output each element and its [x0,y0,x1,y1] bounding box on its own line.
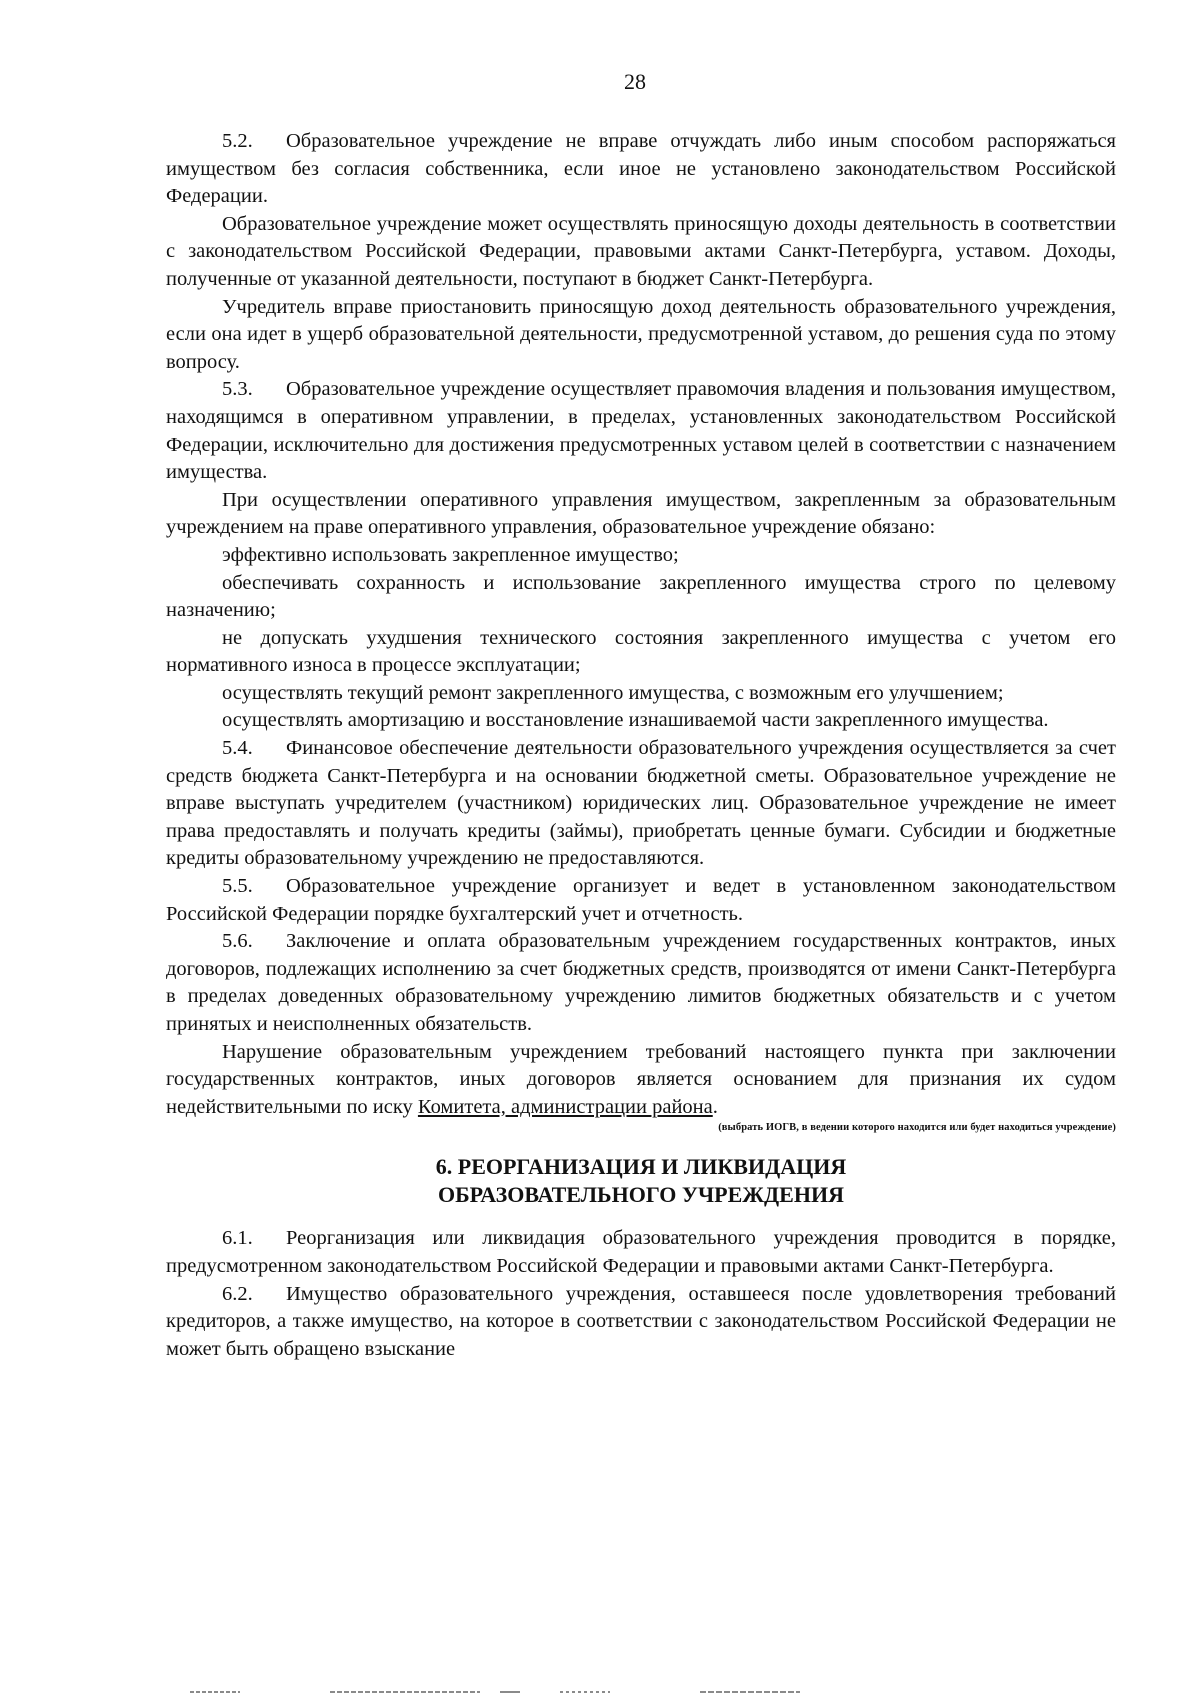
paragraph-text: осуществлять текущий ремонт закрепленного имущества, с возможным его улучшением; [222,681,1004,704]
clause-number: 5.4. [222,737,253,760]
clause-number: 5.2. [222,130,253,152]
paragraph-income-activity [166,211,1116,294]
paragraph-text: Образовательное учреждение может осуществлять приносящую доходы деятельность в соответствии с законодательством Российской Федерации, правовыми актами Санкт-Петербурга, уставом. Доходы, полученные от указанной деятельности, поступают в бюджет Санкт-Петербурга. [166,212,1116,290]
underlined-authority: Комитета, администрации района [417,1095,713,1118]
paragraph-6-1 [166,1225,1116,1280]
paragraph-text: Образовательное учреждение осуществляет правомочия владения и пользования имуществом, находящимся в оперативном управлении, в пределах, установленных законодательством Российской Федерации, исключительно для достижения предусмотренных уставом целей в соответствии с назначением имущества. [166,378,1116,484]
clause-number: 5.3. [222,378,253,401]
section-heading-line-1: 6. РЕОРГАНИЗАЦИЯ И ЛИКВИДАЦИЯ [435,1154,847,1180]
paragraph-text: Имущество образовательного учреждения, оставшееся после удовлетворения требований кредиторов, а также имущество, на которое в соответствии с законодательством Российской Федерации не может быть обращено взыскание [166,1282,1116,1360]
page-number: 28 [624,69,646,94]
paragraph-text: При осуществлении оперативного управления имуществом, закрепленным за образовательным учреждением на праве оперативного управления, образовательное учреждение обязано: [166,488,1116,539]
list-item-current-repair [166,680,1116,708]
paragraph-operational-management [166,487,1116,542]
list-item-depreciation [166,707,1116,735]
list-item-use-effectively [166,542,1116,570]
footnote-choose-authority: (выбрать ИОГВ, в ведении которого находится или будет находиться учреждение) [718,1122,1116,1134]
paragraph-text: Нарушение образовательным учреждением требований настоящего пункта при заключении государственных контрактов, иных договоров является основанием для признания их судом недействительными по иску [166,1040,1116,1118]
list-item-no-deterioration [166,625,1116,680]
paragraph-text: осуществлять амортизацию и восстановление изнашиваемой части закрепленного имущества. [222,709,1049,732]
paragraph-text: не допускать ухудшения технического состояния закрепленного имущества с учетом его нормативного износа в процессе эксплуатации; [166,626,1116,677]
paragraph-text: Реорганизация или ликвидация образовательного учреждения проводится в порядке, предусмотренном законодательством Российской Федерации и правовыми актами Санкт-Петербурга. [166,1227,1116,1277]
paragraph-5-5 [166,873,1116,928]
section-heading-line-2: ОБРАЗОВАТЕЛЬНОГО УЧРЕЖДЕНИЯ [438,1182,844,1208]
paragraph-end: . [712,1095,718,1118]
clause-number: 6.2. [222,1282,253,1305]
paragraph-text: Образовательное учреждение организует и ведет в установленном законодательством Российской Федерации порядке бухгалтерский учет и отчетность. [166,875,1116,925]
paragraph-5-6 [166,928,1116,1038]
paragraph-text: обеспечивать сохранность и использование закрепленного имущества строго по целевому назначению; [166,571,1116,622]
paragraph-5-2 [166,128,1116,211]
clause-number: 5.5. [222,875,253,898]
paragraph-founder-suspend [166,294,1116,377]
paragraph-violation [166,1039,1116,1122]
paragraph-text: Заключение и оплата образовательным учреждением государственных контрактов, иных договоров, подлежащих исполнению за счет бюджетных средств, производятся от имени Санкт-Петербурга в пределах доведенных образовательному учреждению лимитов бюджетных обязательств и с учетом принятых и неисполненных обязательств. [166,930,1116,1035]
paragraph-text: эффективно использовать закрепленное имущество; [222,543,679,566]
document-body [166,128,1116,1363]
clause-number: 6.1. [222,1227,253,1250]
section-6-heading [166,1153,1116,1209]
paragraph-5-4 [166,735,1116,873]
paragraph-5-3 [166,376,1116,486]
paragraph-6-2 [166,1281,1116,1364]
paragraph-text: Образовательное учреждение не вправе отчуждать либо иным способом распоряжаться имуществом без согласия собственника, если иное не установлено законодательством Российской Федерации. [166,130,1116,208]
list-item-ensure-safety [166,570,1116,625]
paragraph-text: Финансовое обеспечение деятельности образовательного учреждения осуществляется за счет средств бюджета Санкт-Петербурга и на основании бюджетной сметы. Образовательное учреждение не вправе выступать учредителем (участником) юридических лиц. Образовательное учреждение не имеет права предоставлять и получать кредиты (займы), приобретать ценные бумаги. Субсидии и бюджетные кредиты образовательному учреждению не предоставляются. [166,737,1116,870]
scan-edge-artifacts [0,1686,1200,1698]
paragraph-text: Учредитель вправе приостановить приносящую доход деятельность образовательного учреждения, если она идет в ущерб образовательной деятельности, предусмотренной уставом, до решения суда по этому вопросу. [166,295,1116,373]
clause-number: 5.6. [222,930,253,953]
